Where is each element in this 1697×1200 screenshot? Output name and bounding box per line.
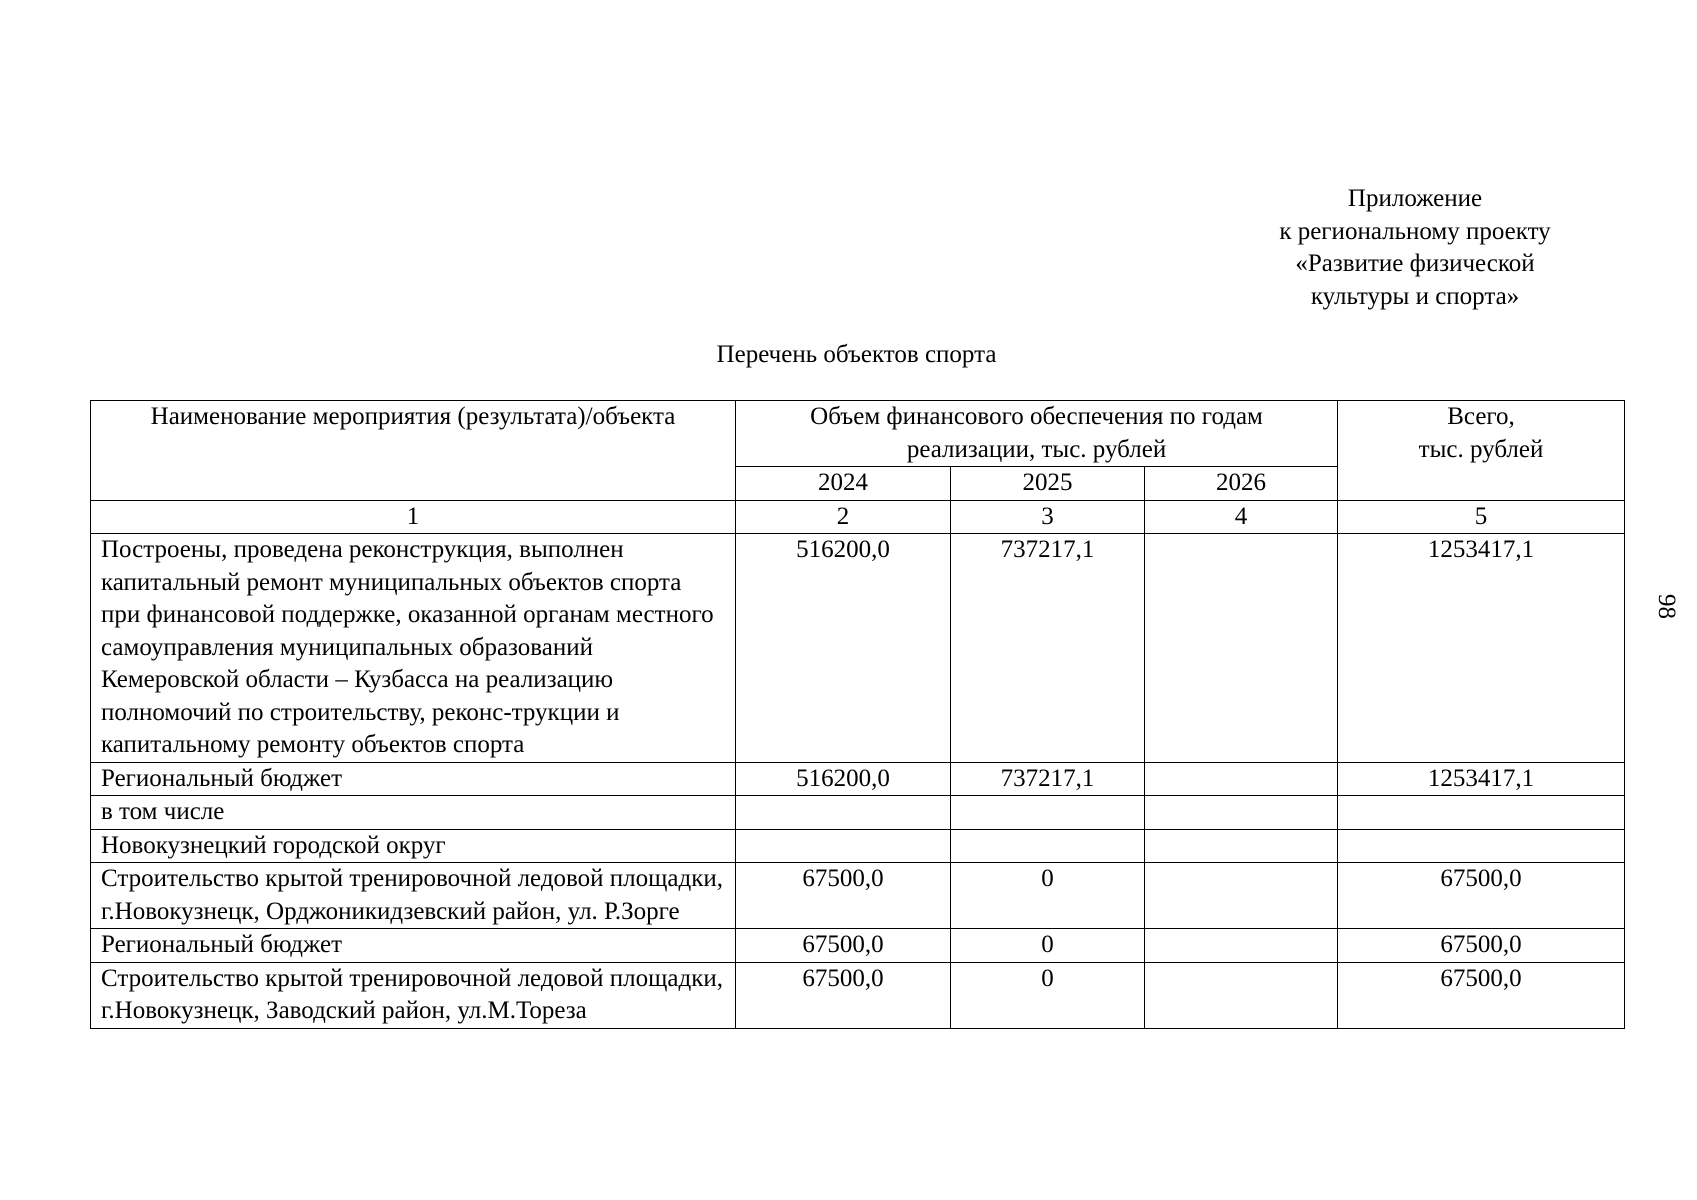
header-year: 2026 <box>1145 467 1338 501</box>
table-row <box>91 962 1625 1028</box>
row-value-2025: 0 <box>951 962 1145 1028</box>
column-numbers-row <box>91 500 1625 534</box>
table-row <box>91 829 1625 863</box>
column-number: 2 <box>736 500 951 534</box>
row-value-2026 <box>1145 796 1338 830</box>
row-value-total: 67500,0 <box>1338 929 1625 963</box>
row-value-total: 1253417,1 <box>1338 534 1625 763</box>
row-name: Строительство крытой тренировочной ледовой площадки, г.Новокузнецк, Заводский район, ул.М.Тореза <box>91 962 736 1028</box>
appendix-note <box>1205 183 1625 313</box>
row-value-2026 <box>1145 762 1338 796</box>
table-row <box>91 863 1625 929</box>
row-value-2026 <box>1145 829 1338 863</box>
header-funding: Объем финансового обеспечения по годам реализации, тыс. рублей <box>736 401 1338 467</box>
header-total <box>1338 401 1625 501</box>
document-title: Перечень объектов спорта <box>716 341 997 368</box>
table-row <box>91 762 1625 796</box>
row-value-2026 <box>1145 962 1338 1028</box>
row-name: Региональный бюджет <box>91 762 736 796</box>
table-row <box>91 929 1625 963</box>
row-value-2024: 67500,0 <box>736 863 951 929</box>
row-value-2024 <box>736 796 951 830</box>
row-value-2024: 516200,0 <box>736 534 951 763</box>
row-value-2025: 0 <box>951 929 1145 963</box>
header-name: Наименование мероприятия (результата)/объекта <box>91 401 736 501</box>
appendix-line: «Развитие физической <box>1295 250 1535 277</box>
sport-objects-table <box>90 400 1625 1029</box>
header-total-text: Всего, тыс. рублей <box>1418 403 1544 463</box>
column-number: 3 <box>951 500 1145 534</box>
row-value-2025: 0 <box>951 863 1145 929</box>
row-value-2024 <box>736 829 951 863</box>
row-value-2025: 737217,1 <box>951 762 1145 796</box>
row-value-2025 <box>951 796 1145 830</box>
row-name: Региональный бюджет <box>91 929 736 963</box>
row-name: Строительство крытой тренировочной ледовой площадки, г.Новокузнецк, Орджоникидзевский район, ул. Р.Зорге <box>91 863 736 929</box>
row-value-2024: 516200,0 <box>736 762 951 796</box>
row-value-2026 <box>1145 534 1338 763</box>
table-row <box>91 796 1625 830</box>
row-value-total: 67500,0 <box>1338 863 1625 929</box>
row-value-2026 <box>1145 929 1338 963</box>
row-value-2024: 67500,0 <box>736 929 951 963</box>
column-number: 4 <box>1145 500 1338 534</box>
row-value-total <box>1338 796 1625 830</box>
row-name: Новокузнецкий городской округ <box>91 829 736 863</box>
row-value-2025 <box>951 829 1145 863</box>
row-value-2025: 737217,1 <box>951 534 1145 763</box>
appendix-line: культуры и спорта» <box>1310 282 1520 310</box>
appendix-line: к региональному проекту <box>1279 217 1551 245</box>
column-number: 1 <box>91 500 736 534</box>
row-name: в том числе <box>91 796 736 830</box>
table-row <box>91 534 1625 763</box>
appendix-line: Приложение <box>1347 185 1483 212</box>
row-name: Построены, проведена реконструкция, выполнен капитальный ремонт муниципальных объектов спорта при финансовой поддержке, оказанной органам местного самоуправления муниципальных образований Кемеровской области – Кузбасса на реализацию полномочий по строительству, реконс-трукции и капитальному ремонту объектов спорта <box>91 534 736 763</box>
page-number: 98 <box>1653 594 1680 619</box>
row-value-total <box>1338 829 1625 863</box>
row-value-2026 <box>1145 863 1338 929</box>
header-year: 2025 <box>951 467 1145 501</box>
header-year: 2024 <box>736 467 951 501</box>
row-value-total: 1253417,1 <box>1338 762 1625 796</box>
row-value-total: 67500,0 <box>1338 962 1625 1028</box>
column-number: 5 <box>1338 500 1625 534</box>
row-value-2024: 67500,0 <box>736 962 951 1028</box>
